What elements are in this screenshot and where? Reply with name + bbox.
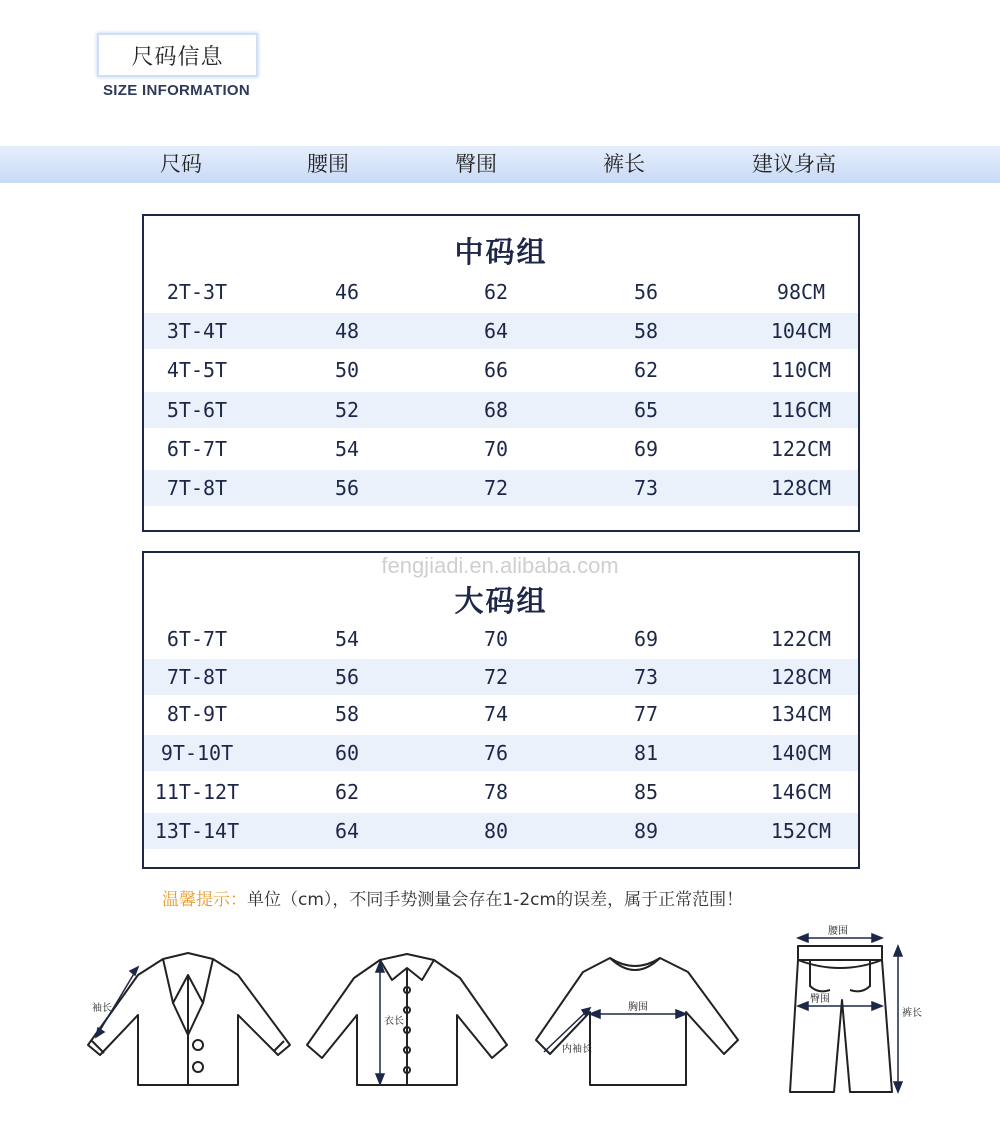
- waist-cell: 50: [334, 358, 360, 382]
- pants-length-cell: 85: [633, 780, 659, 804]
- column-header-waist: 腰围: [307, 152, 349, 176]
- note-label: 温馨提示：: [162, 890, 247, 910]
- jacket-diagram: [78, 945, 298, 1090]
- hip-cell: 74: [483, 702, 509, 726]
- hip-cell: 72: [483, 476, 509, 500]
- hip-cell: 76: [483, 741, 509, 765]
- pants-length-label: 裤长: [902, 1008, 922, 1019]
- height-cell: 146CM: [770, 780, 832, 804]
- table-row: [144, 431, 858, 467]
- hip-cell: 70: [483, 437, 509, 461]
- pants-length-cell: 56: [633, 280, 659, 304]
- pants-length-cell: 65: [633, 398, 659, 422]
- size-cell: 7T-8T: [166, 476, 228, 500]
- size-cell: 4T-5T: [166, 358, 228, 382]
- hip-cell: 66: [483, 358, 509, 382]
- waist-cell: 58: [334, 702, 360, 726]
- waist-cell: 52: [334, 398, 360, 422]
- inner-sleeve-label: 内袖长: [562, 1044, 592, 1055]
- pants-length-cell: 58: [633, 319, 659, 343]
- hip-cell: 78: [483, 780, 509, 804]
- pants-length-cell: 62: [633, 358, 659, 382]
- size-cell: 6T-7T: [166, 627, 228, 651]
- section-title-box: [97, 33, 258, 77]
- section-title-cn: 尺码信息: [131, 44, 224, 70]
- size-cell: 3T-4T: [166, 319, 228, 343]
- waist-cell: 62: [334, 780, 360, 804]
- note-text: 单位（cm），不同手势测量会存在1-2cm的误差，属于正常范围！: [247, 890, 744, 910]
- height-cell: 152CM: [770, 819, 832, 843]
- size-table-large: [142, 551, 860, 869]
- pants-length-cell: 69: [633, 437, 659, 461]
- waist-cell: 48: [334, 319, 360, 343]
- table-row: [144, 774, 858, 810]
- height-cell: 110CM: [770, 358, 832, 382]
- table-row: [144, 659, 858, 695]
- pants-length-cell: 89: [633, 819, 659, 843]
- hip-cell: 62: [483, 280, 509, 304]
- table-row: [144, 696, 858, 732]
- size-cell: 8T-9T: [166, 702, 228, 726]
- column-header-pants-length: 裤长: [603, 152, 645, 176]
- size-table-medium: [142, 214, 860, 532]
- size-cell: 5T-6T: [166, 398, 228, 422]
- sweater-diagram: [528, 950, 743, 1090]
- column-header-height: 建议身高: [752, 152, 836, 176]
- height-cell: 134CM: [770, 702, 832, 726]
- pants-length-cell: 77: [633, 702, 659, 726]
- waist-cell: 54: [334, 437, 360, 461]
- pants-diagram: [780, 920, 930, 1100]
- height-cell: 128CM: [770, 476, 832, 500]
- table-row: [144, 392, 858, 428]
- size-cell: 6T-7T: [166, 437, 228, 461]
- hip-cell: 64: [483, 319, 509, 343]
- section-title-en: SIZE INFORMATION: [103, 82, 251, 99]
- height-cell: 140CM: [770, 741, 832, 765]
- table-row: [144, 735, 858, 771]
- watermark: fengjiadi.en.alibaba.com: [381, 553, 619, 578]
- pants-length-cell: 73: [633, 476, 659, 500]
- waist-cell: 56: [334, 476, 360, 500]
- chest-label: 胸围: [628, 1002, 648, 1013]
- height-cell: 122CM: [770, 627, 832, 651]
- height-cell: 116CM: [770, 398, 832, 422]
- sleeve-length-label: 袖长: [92, 1003, 112, 1014]
- hip-label: 臀围: [810, 994, 830, 1005]
- hip-cell: 72: [483, 665, 509, 689]
- pants-length-cell: 73: [633, 665, 659, 689]
- size-cell: 13T-14T: [154, 819, 240, 843]
- hip-cell: 68: [483, 398, 509, 422]
- height-cell: 128CM: [770, 665, 832, 689]
- waist-cell: 56: [334, 665, 360, 689]
- table-row: [144, 813, 858, 849]
- table-row: [144, 313, 858, 349]
- table-row: [144, 352, 858, 388]
- height-cell: 104CM: [770, 319, 832, 343]
- table-row: [144, 470, 858, 506]
- waist-cell: 64: [334, 819, 360, 843]
- shirt-diagram: [302, 950, 512, 1090]
- height-cell: 122CM: [770, 437, 832, 461]
- waist-label: 腰围: [828, 926, 848, 937]
- column-header-hip: 臀围: [455, 152, 497, 176]
- size-cell: 7T-8T: [166, 665, 228, 689]
- height-cell: 98CM: [776, 280, 826, 304]
- measurement-note: [162, 885, 743, 910]
- table-row: [144, 621, 858, 657]
- waist-cell: 46: [334, 280, 360, 304]
- group-title-medium: 中码组: [454, 235, 548, 269]
- size-cell: 11T-12T: [154, 780, 240, 804]
- column-header-size: 尺码: [160, 152, 202, 176]
- waist-cell: 60: [334, 741, 360, 765]
- table-row: [144, 274, 858, 310]
- size-cell: 2T-3T: [166, 280, 228, 304]
- waist-cell: 54: [334, 627, 360, 651]
- garment-length-label: 衣长: [384, 1016, 404, 1027]
- hip-cell: 80: [483, 819, 509, 843]
- pants-length-cell: 69: [633, 627, 659, 651]
- group-title-large: 大码组: [454, 584, 548, 618]
- column-header-band: [0, 146, 1000, 183]
- pants-length-cell: 81: [633, 741, 659, 765]
- hip-cell: 70: [483, 627, 509, 651]
- size-cell: 9T-10T: [160, 741, 234, 765]
